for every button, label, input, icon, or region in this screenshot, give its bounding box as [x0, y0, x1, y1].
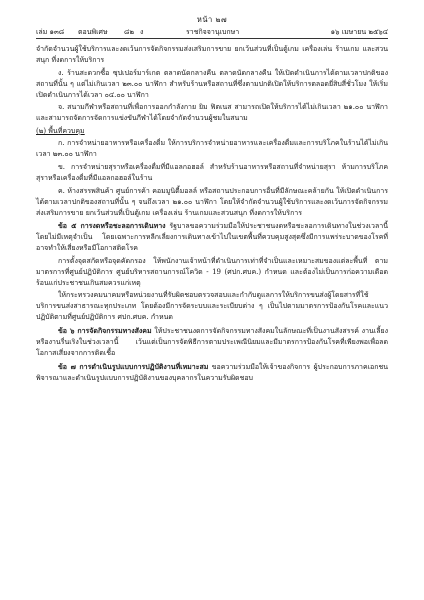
subheading-controlled-area: (๒) พื้นที่ควบคุม: [36, 126, 85, 135]
paragraph-checkpoint: การตั้งจุดสกัดหรือจุดคัดกรอง ให้พนักงานเจ้าหน้าที่ดำเนินการเท่าที่จำเป็นและเหมาะสมของแต่ละพื้นที่ ตามมาตรการที่ศูนย์ปฏิบัติการ ศูนย์บริหารสถานการณ์โควิด - 19 (ศปก.ศบค.) กำหนด และต้องไม่เป็นการก่อความเดือดร้อนแก่ประชาชนเกินสมควรแก่เหตุ: [36, 256, 388, 287]
header-rule: [36, 38, 388, 39]
clause-5-text: รัฐบาลขอความร่วมมือให้ประชาชนงดหรือชะลอการเดินทางในช่วงเวลานี้โดยไม่มีเหตุจำเป็น โดยเฉพาะการหลีกเลี่ยงการเดินทางเข้าไปในเขตพื้นที่ควบคุมสูงสุดซึ่งมีการแพร่ระบาดของโรคที่อาจทำให้เสี่ยงหรือมีโอกาสติดโรค: [36, 222, 388, 253]
paragraph-continuation: จำกัดจำนวนผู้ใช้บริการและงดเว้นการจัดกิจกรรมส่งเสริมการขาย ยกเว้นส่วนที่เป็นตู้เกม เครื่องเล่น ร้านเกม และสวนสนุก ที่งดการให้บริการ: [36, 45, 388, 64]
clause-6-title: ข้อ ๖ การจัดกิจกรรมทางสังคม: [58, 325, 152, 335]
gazette-name: ราชกิจจานุเบกษา: [186, 28, 240, 36]
clause-5: [36, 220, 388, 254]
paragraph-item-ko: ก. การจำหน่ายอาหารหรือเครื่องดื่ม ให้การบริการจำหน่ายอาหารและเครื่องดื่มและการบริโภคในร้านได้ไม่เกินเวลา ๒๓.๐๐ นาฬิกา: [36, 139, 388, 159]
volume-number: เล่ม ๑๓๘: [36, 28, 65, 36]
clause-6: [36, 325, 388, 359]
paragraph-transport: ให้กระทรวงคมนาคมหรือหน่วยงานที่รับผิดชอบตรวจสอบและกำกับดูแลการให้บริการขนส่งผู้โดยสารที่ใช้บริการขนส่งสาธารณะทุกประเภท โดยต้องมีการจัดระบบและระเบียบต่าง ๆ เป็นไปตามมาตรการป้องกันโรคและแนวปฏิบัติตามที่ศูนย์ปฏิบัติการ ศปก.ศบค. กำหนด: [36, 291, 388, 322]
clause-7-text: ขอความร่วมมือให้เจ้าของกิจการ ผู้ประกอบการภาคเอกชนพิจารณาและดำเนินรูปแบบการปฏิบัติงานของบุคลากรในความรับผิดชอบ: [36, 362, 388, 382]
clause-5-title: ข้อ ๕ การงดหรือชะลอการเดินทาง: [58, 221, 166, 231]
paragraph-item-ng: ง. ร้านสะดวกซื้อ ซุปเปอร์มาร์เกต ตลาดนัดกลางคืน ตลาดนัดกลางคืน ให้เปิดดำเนินการได้ตามเวลาปกติของสถานที่นั้น ๆ แต่ไม่เกินเวลา ๒๓.๐๐ นาฬิกา สำหรับร้านหรือสถานที่ซึ่งตามปกติเปิดให้บริการตลอดยี่สิบสี่ชั่วโมง ให้เริ่มเปิดดำเนินการได้เวลา ๐๔.๐๐ นาฬิกา: [36, 68, 388, 99]
paragraph-item-kho: ข. การจำหน่ายสุราหรือเครื่องดื่มที่มีแอลกอฮอล์ สำหรับร้านอาหารหรือสถานที่จำหน่ายสุรา ห้ามการบริโภคสุราหรือเครื่องดื่มที่มีแอลกอฮอล์ในร้าน: [36, 162, 388, 182]
clause-6-text: ให้ประชาชนงดการจัดกิจกรรมทางสังคมในลักษณะที่เป็นงานสังสรรค์ งานเลี้ยง หรืองานรื่นเริงในช่วงเวลานี้ เว้นแต่เป็นการจัดพิธีการตามประเพณีนิยมและมีมาตรการป้องกันโรคที่เพียงพอเพื่อลดโอกาสเสี่ยงจากการติดเชื้อ: [36, 326, 388, 357]
section-letter: ง: [140, 28, 144, 36]
paragraph-item-jo: จ. สนามกีฬาหรือสถานที่เพื่อการออกกำลังกาย ยิม ฟิตเนส สามารถเปิดให้บริการได้ไม่เกินเวลา ๒๑.๐๐ นาฬิกา และสามารถจัดการจัดการแข่งขันกีฬาได้โดยจำกัดจำนวนผู้ชมในสนาม: [36, 103, 388, 123]
page-number: หน้า ๒๗: [196, 15, 228, 24]
document-body: [36, 44, 388, 385]
publication-date: ๑๖ เมษายน ๒๕๖๔: [330, 28, 388, 36]
clause-7: [36, 361, 388, 384]
clause-7-title: ข้อ ๗ การดำเนินรูปแบบการปฏิบัติงานที่เหมาะสม: [58, 361, 209, 371]
part-label: ตอนพิเศษ: [78, 28, 108, 36]
part-number: ๘๒: [124, 28, 135, 36]
gazette-header: [36, 27, 388, 37]
paragraph-item-kho-khwai: ค. ห้างสรรพสินค้า ศูนย์การค้า คอมมูนิตี้มอลล์ หรือสถานประกอบการอื่นที่มีลักษณะคล้ายกัน ให้เปิดดำเนินการได้ตามเวลาปกติของสถานที่นั้น ๆ จนถึงเวลา ๒๑.๐๐ นาฬิกา โดยให้จำกัดจำนวนผู้ใช้บริการและงดเว้นการจัดกิจกรรมส่งเสริมการขาย ยกเว้นส่วนที่เป็นตู้เกม เครื่องเล่น ร้านเกมและสวนสนุก ที่งดการให้บริการ: [36, 186, 388, 217]
